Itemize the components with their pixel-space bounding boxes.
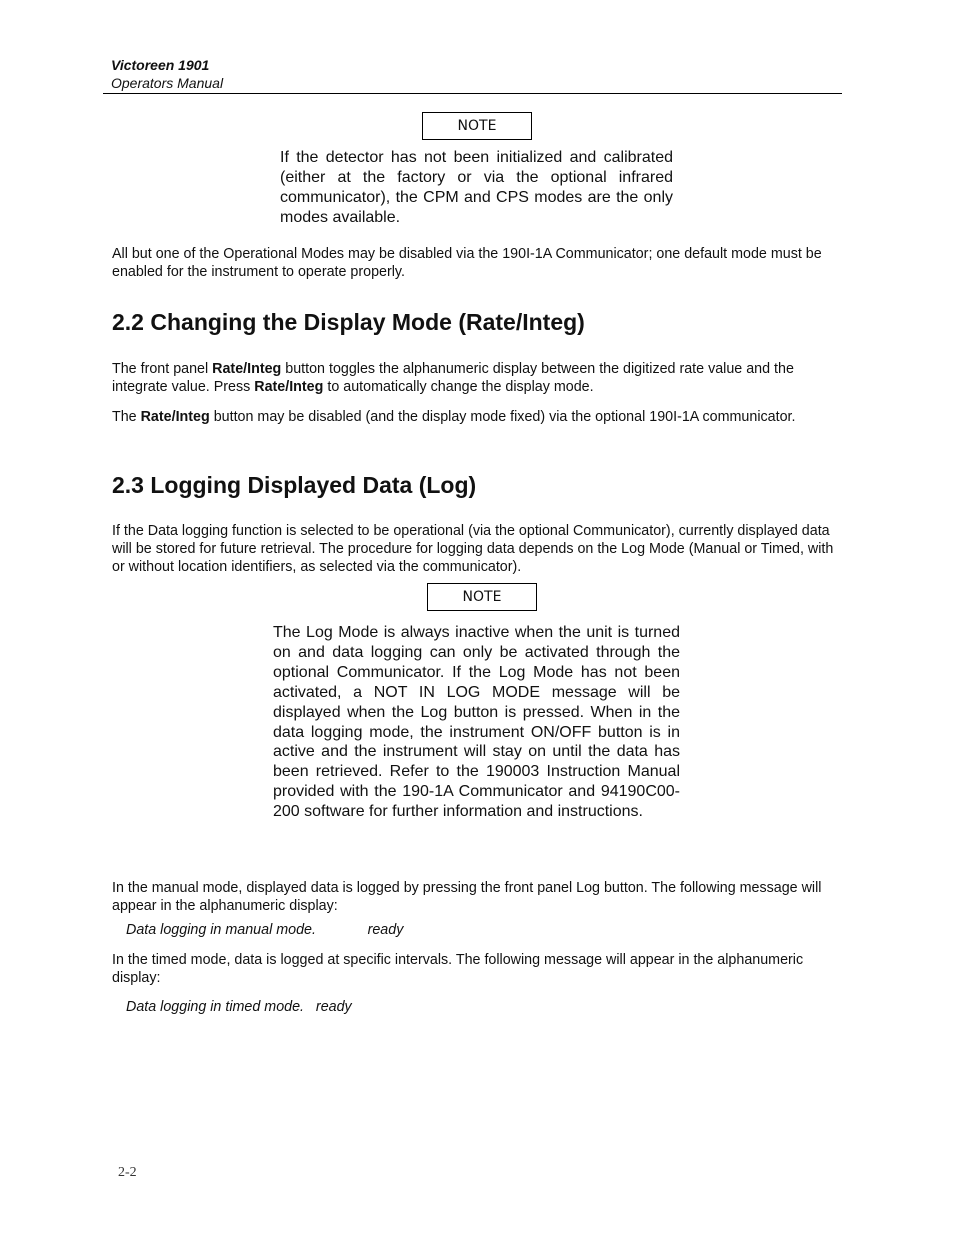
- rate-integ-term: Rate/Integ: [140, 409, 210, 425]
- rate-integ-disable-paragraph: The Rate/Integ button may be disabled (and the display mode fixed) via the optional 190I-1A communicator.: [112, 409, 796, 425]
- data-logging-paragraph: If the Data logging function is selected to be operational (via the optional Communicator), currently displayed data will be stored for future retrieval. The procedure for logging data depends on the Log Mode (Manual or Timed, with or without location identifiers, as selected via the communicator).: [112, 523, 834, 575]
- note-text: If the detector has not been initialized and calibrated (either at the factory or via the optional infrared communicator), the CPM and CPS modes are the only modes available.: [280, 149, 673, 226]
- timed-mode-message: Data logging in timed mode. ready: [126, 999, 352, 1015]
- note-text: The Log Mode is always inactive when the unit is turned on and data logging can only be activated through the optional Communicator. If the Log Mode has not been activated, a NOT IN LOG MODE message will be displayed when the Log button is pressed. When in the data logging mode, the instrument ON/OFF button is in active and the instrument will stay on until the data has been retrieved. Refer to the 190003 Instruction Manual provided with the 190-1A Communicator and 94190C00-200 software for further information and instructions.: [273, 624, 680, 821]
- manual-mode-paragraph: In the manual mode, displayed data is logged by pressing the front panel Log button. The following message will appear in the alphanumeric display:: [112, 880, 822, 914]
- document-subtitle: Operators Manual: [111, 75, 224, 91]
- page-number: 2-2: [118, 1165, 137, 1180]
- note-label: NOTE: [462, 589, 502, 605]
- note-label: NOTE: [457, 118, 497, 134]
- rate-integ-term: Rate/Integ: [212, 361, 282, 377]
- section-heading-2-2: 2.2 Changing the Display Mode (Rate/Integ): [112, 309, 585, 335]
- timed-mode-paragraph: In the timed mode, data is logged at specific intervals. The following message will appear in the alphanumeric display:: [112, 952, 804, 986]
- rate-integ-term: Rate/Integ: [254, 379, 324, 395]
- rate-integ-paragraph: The front panel Rate/Integ button toggles the alphanumeric display between the digitized rate value and the integrate value. Press Rate/Integ to automatically change the display mode.: [112, 361, 794, 395]
- operational-modes-paragraph: All but one of the Operational Modes may be disabled via the 190I-1A Communicator; one default mode must be enabled for the instrument to operate properly.: [112, 246, 822, 280]
- document-title: Victoreen 1901: [111, 57, 210, 73]
- manual-mode-message: Data logging in manual mode. ready: [126, 922, 404, 938]
- note-label-box: [422, 112, 532, 140]
- header-divider: [103, 93, 842, 94]
- note-label-box: [427, 583, 537, 611]
- section-heading-2-3: 2.3 Logging Displayed Data (Log): [112, 472, 477, 498]
